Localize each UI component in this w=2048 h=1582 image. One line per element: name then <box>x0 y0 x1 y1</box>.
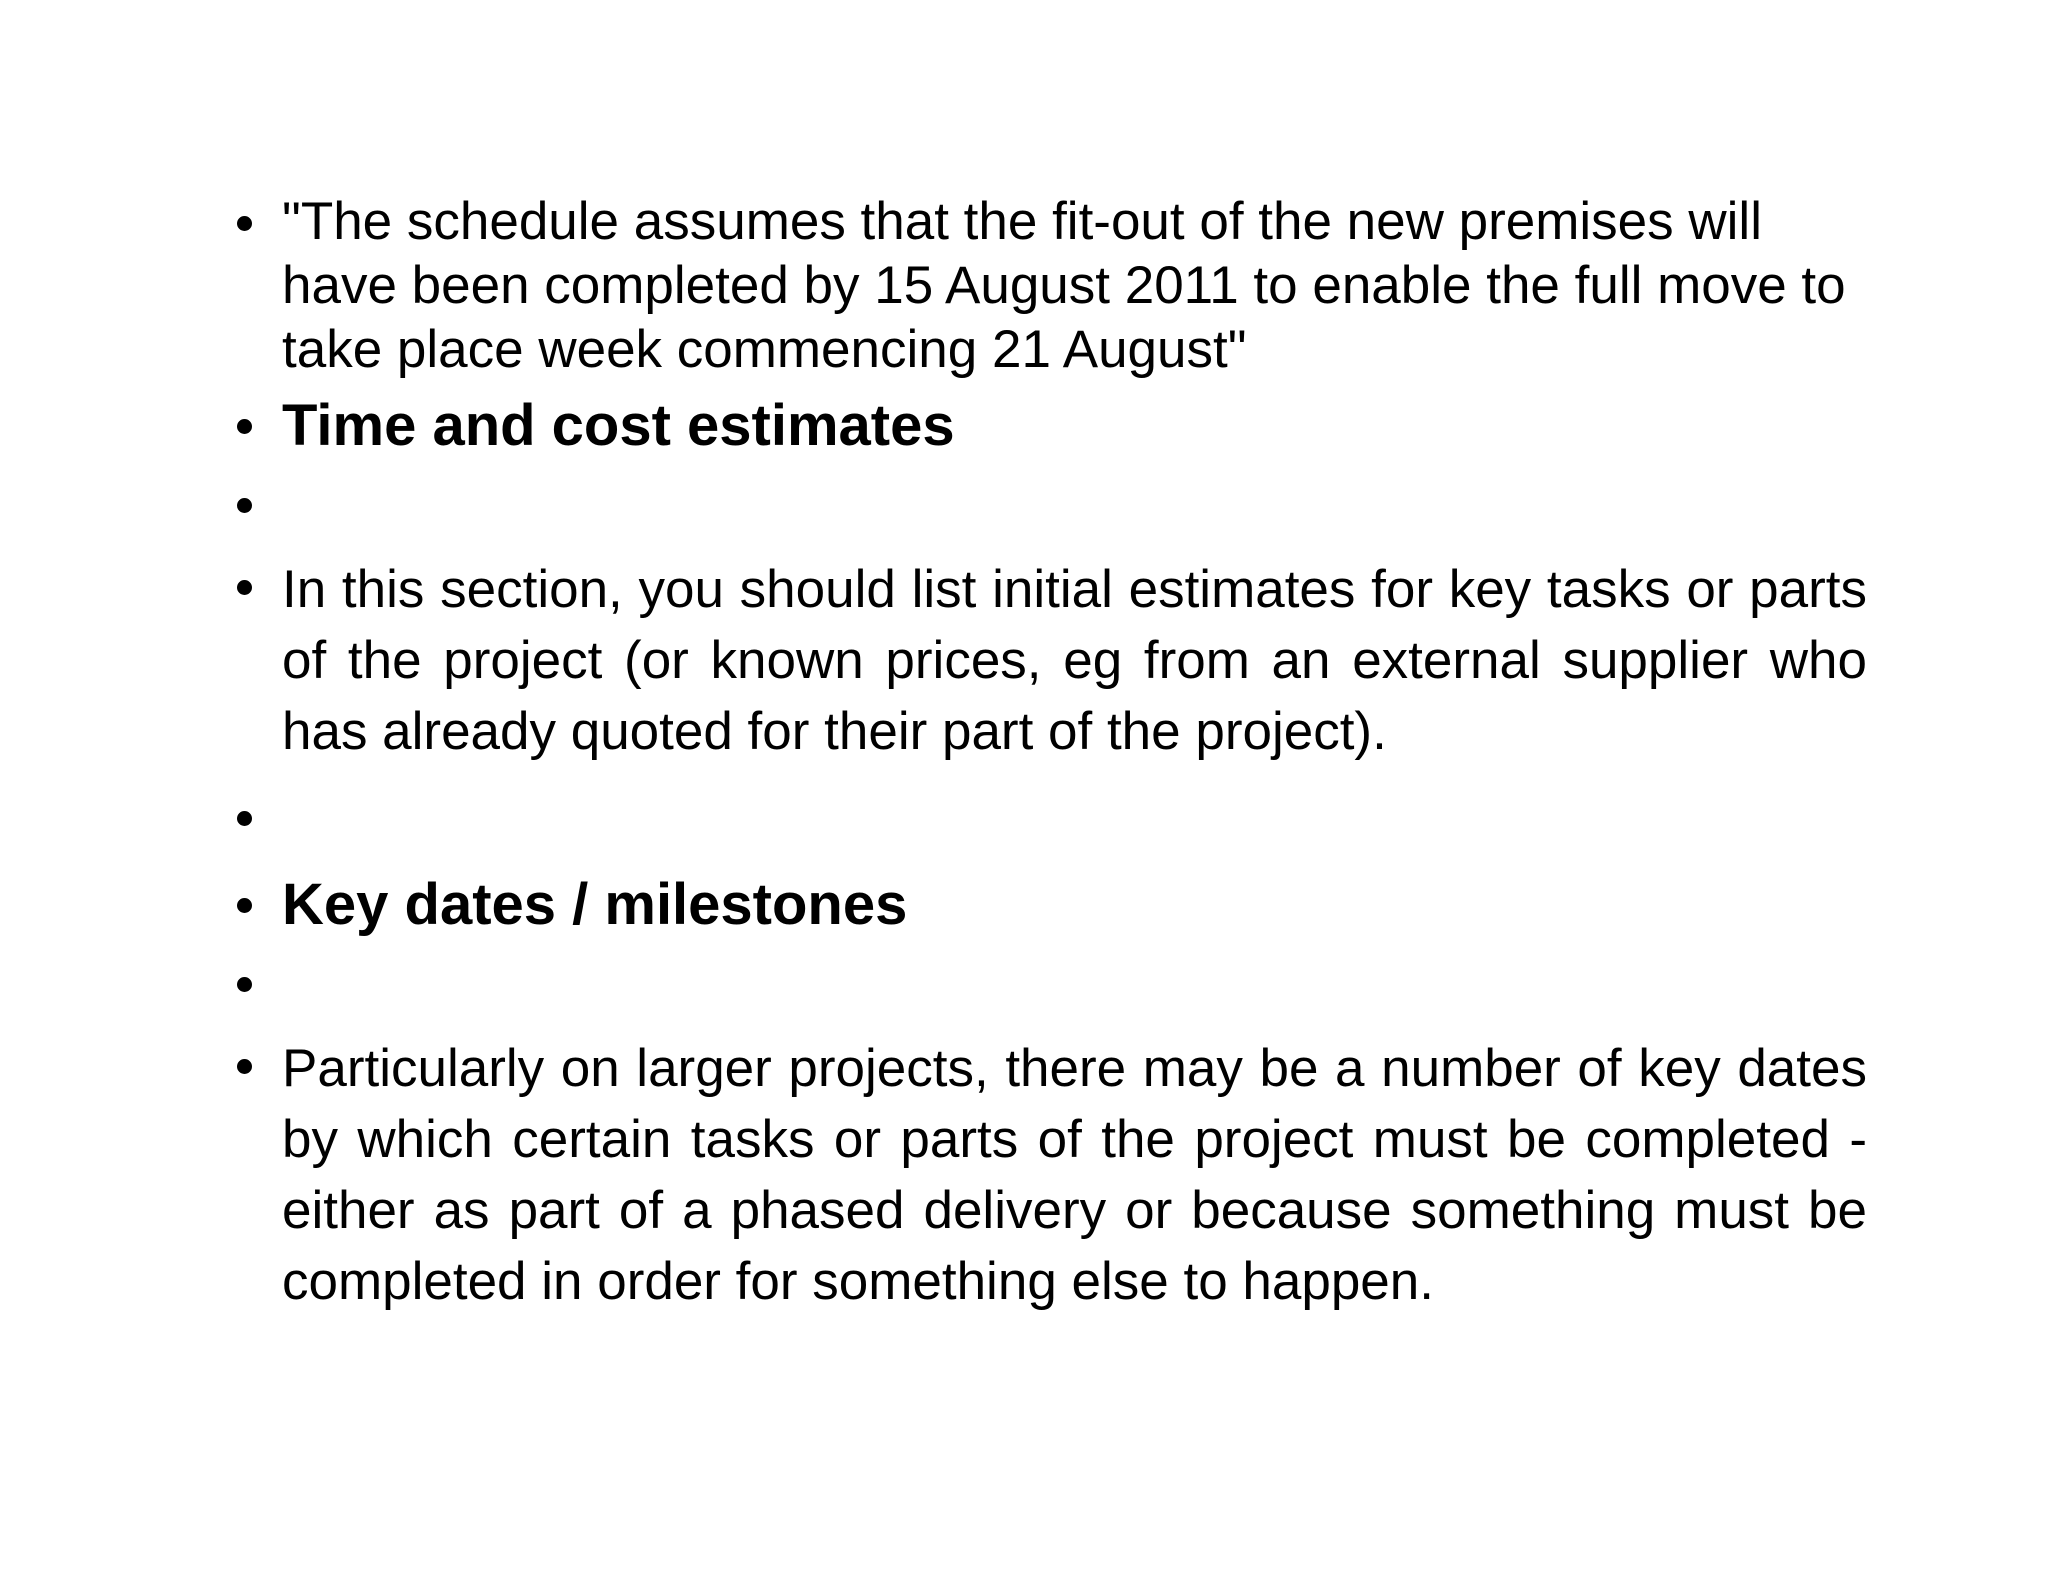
bullet-icon <box>237 498 252 513</box>
list-item <box>237 190 1867 382</box>
section-heading-time-and-cost <box>237 384 1867 468</box>
list-item-text: Particularly on larger projects, there may be a number of key dates by which certain tasks or parts of the project must be completed - either as part of a phased delivery or because something must be completed in order for something else to happen. <box>282 1039 1867 1311</box>
bullet-list <box>237 190 1867 1317</box>
list-item-text: "The schedule assumes that the fit-out of the new premises will have been completed by 15 August 2011 to enable the full move to take place week commencing 21 August" <box>282 192 1846 379</box>
bullet-icon <box>237 580 252 595</box>
empty-list-item <box>237 947 1867 1027</box>
empty-list-item <box>237 781 1867 861</box>
bullet-icon <box>237 977 252 992</box>
section-heading-text: Time and cost estimates <box>282 393 955 458</box>
section-heading-key-dates <box>237 863 1867 947</box>
bullet-icon <box>237 419 252 434</box>
list-item-text: In this section, you should list initial estimates for key tasks or parts of the project (or known prices, eg from an external supplier who has already quoted for their part of the project). <box>282 560 1867 761</box>
list-item <box>237 554 1867 767</box>
bullet-icon <box>237 216 252 231</box>
bullet-icon <box>237 898 252 913</box>
section-heading-text: Key dates / milestones <box>282 872 908 937</box>
list-item <box>237 1033 1867 1317</box>
empty-list-item <box>237 468 1867 548</box>
bullet-icon <box>237 1059 252 1074</box>
bullet-icon <box>237 811 252 826</box>
